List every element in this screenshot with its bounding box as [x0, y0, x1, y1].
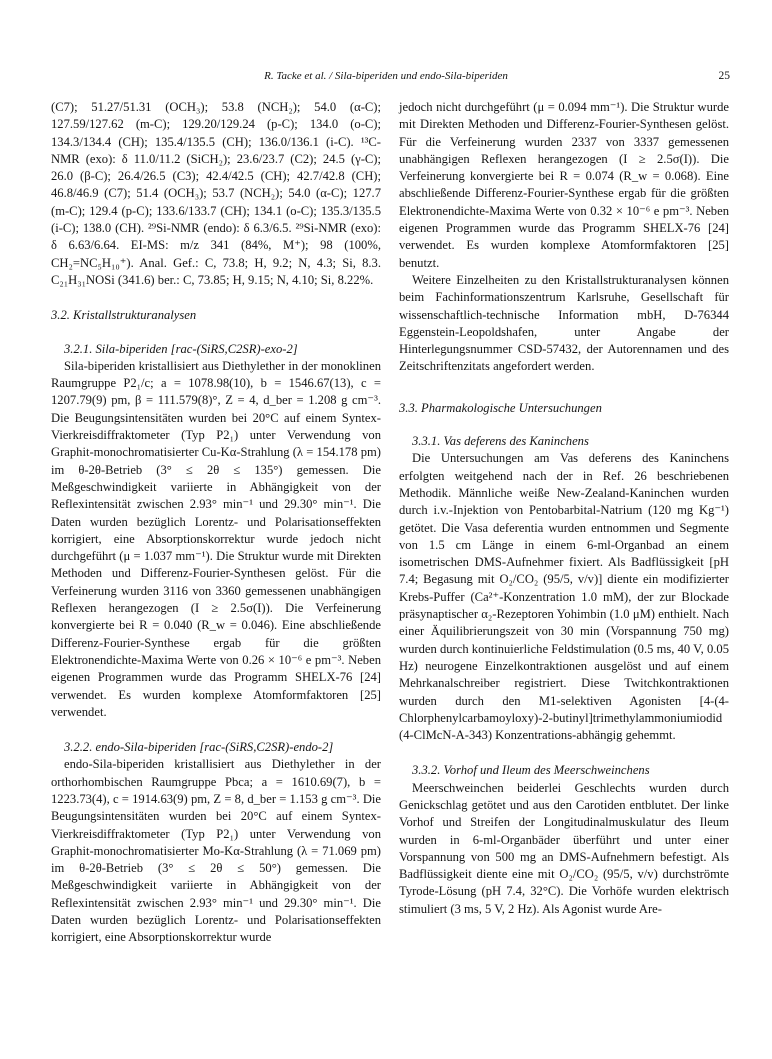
page-number: 25: [718, 70, 730, 82]
section-heading-3-2-1: 3.2.1. Sila-biperiden [rac-(SiRS,C2SR)-exo-2]: [64, 341, 298, 356]
paragraph-endo-sila-biperiden: endo-Sila-biperiden kristallisiert aus Diethylether in der orthorhombischen Raumgruppe Pbca; a = 1610.69(7), b = 1223.73(4), c = 1914.63(9) pm, Z = 8, d_ber = 1.153 g cm⁻³. Die Beugungsintensitäten wurden bei 20°C auf einem Syntex-Vierkreisdiffraktometer (Typ P2₁) unter Verwendung von Graphit-monochromatisierter Mo-Kα-Strahlung (λ = 71.069 pm) im θ-2θ-Betrieb (3° ≤ 2θ ≤ 50°) gemessen. Die Meßgeschwindigkeit variierte in Abhängigkeit von der Reflexintensität zwischen 2.93° min⁻¹ und 29.30° min⁻¹. Die Daten wurden bezüglich Lorentz- und Polarisationseffekten korrigiert, eine Absorptionskorrektur wurde: [51, 757, 381, 945]
paragraph-deposit-info: Weitere Einzelheiten zu den Kristallstrukturanalysen können beim Fachinformationszentrum Karlsruhe, Gesellschaft für wissenschaftlich-technische Information mbH, D-76344 Eggenstein-Leopoldshafen, unter Angabe der Hinterlegungsnummer CSD-57432, der Autorennamen und des Zeitschriftenzitats angefordert werden.: [399, 272, 729, 374]
section-heading-3-3-2: 3.3.2. Vorhof und Ileum des Meerschweinchens: [412, 763, 650, 778]
nmr-data-paragraph: (C7); 51.27/51.31 (OCH₃); 53.8 (NCH₂); 54.0 (α-C); 127.59/127.62 (m-C); 129.20/129.24 (p-C); 134.0 (o-C); 134.3/134.4 (CH); 135.4/135.5 (CH); 136.0/136.1 (i-C). ¹³C-NMR (exo): δ 11.0/11.2 (SiCH₂); 23.6/23.7 (C2); 24.5 (γ-C); 26.0 (β-C); 26.4/26.5 (C3); 42.4/42.5 (CH); 42.7/42.8 (CH); 46.8/46.9 (C7); 51.4 (OCH₃); 53.7 (NCH₂); 54.0 (α-C); 127.7 (m-C); 129.4 (p-C); 133.6/133.7 (CH); 134.1 (o-C); 135.3/135.5 (i-C); 138.0 (CH). ²⁹Si-NMR (endo): δ 6.3/6.5. ²⁹Si-NMR (exo): δ 6.63/6.64. EI-MS: m/z 341 (84%, M⁺); 98 (100%, CH₂=NC₅H₁₀⁺). Anal. Gef.: C, 73.8; H, 9.2; N, 4.3; Si, 8.3. C₂₁H₃₁NOSi (341.6) ber.: C, 73.85; H, 9.15; N, 4.10; Si, 8.22%.: [51, 100, 381, 287]
section-heading-3-3-1: 3.3.1. Vas deferens des Kaninchens: [412, 434, 589, 449]
right-column: [399, 99, 729, 918]
left-column: [51, 99, 381, 947]
paragraph-sila-biperiden: Sila-biperiden kristallisiert aus Diethylether in der monoklinen Raumgruppe P2₁/c; a = 1078.98(10), b = 1546.67(13), c = 1207.79(9) pm, β = 111.579(8)°, Z = 4, d_ber = 1.208 g cm⁻³. Die Beugungsintensitäten wurden bei 20°C auf einem Syntex-Vierkreisdiffraktometer (Typ P2₁) unter Verwendung von Graphit-monochromatisierter Cu-Kα-Strahlung (λ = 154.178 pm) im θ-2θ-Betrieb (3° ≤ 2θ ≤ 135°) gemessen. Die Meßgeschwindigkeit variierte in Abhängigkeit von der Reflexintensität zwischen 2.93° min⁻¹ und 29.30° min⁻¹. Die Daten wurden bezüglich Lorentz- und Polarisationseffekten korrigiert, eine Absorptionskorrektur wurde jedoch nicht durchgeführt (μ = 1.037 mm⁻¹). Die Struktur wurde mit Direkten Methoden und Differenz-Fourier-Synthesen gelöst. Für die Verfeinerung wurden 3116 von 3360 gemessenen unabhängigen Reflexen herangezogen (I ≥ 2.5σ(I)). Die Verfeinerung konvergierte bei R = 0.040 (R_w = 0.046). Eine abschließende Differenz-Fourier-Synthese ergab für die größten Elektronendichte-Maxima Werte von 0.26 × 10⁻⁶ e pm⁻³. Neben eigenen Programmen wurde das Programm SHELX-76 [24] verwendet. Es wurden komplexe Atomformfaktoren [25] verwendet.: [51, 358, 381, 719]
paragraph-continuation: jedoch nicht durchgeführt (μ = 0.094 mm⁻¹). Die Struktur wurde mit Direkten Methoden und Differenz-Fourier-Synthesen gelöst. Für die Verfeinerung wurden 2337 von 3337 gemessenen unabhängigen Reflexen herangezogen (I ≥ 2.5σ(I)). Die Verfeinerung konvergierte bei R = 0.074 (R_w = 0.068). Eine abschließende Differenz-Fourier-Synthese ergab für die größten Elektronendichte-Maxima Werte von 0.32 × 10⁻⁶ e pm⁻³. Neben eigenen Programmen wurde das Programm SHELX-76 [24] verwendet. Es wurden komplexe Atomformfaktoren [25] benutzt.: [399, 100, 729, 270]
section-heading-3-2-2: 3.2.2. endo-Sila-biperiden [rac-(SiRS,C2SR)-endo-2]: [64, 740, 334, 755]
running-head: R. Tacke et al. / Sila-biperiden und endo-Sila-biperiden: [264, 70, 508, 82]
paragraph-vorhof-ileum: Meerschweinchen beiderlei Geschlechts wurden durch Genickschlag getötet und aus den Carotiden entblutet. Der linke Vorhof und Streifen der Longitudinalmuskulatur des Ileum wurden in 6-ml-Organbäder überführt und unter einer Vorspannung von 500 mg an DMS-Aufnehmern befestigt. Als Badflüssigkeit diente eine mit O₂/CO₂ (95/5, v/v) durchströmte Tyrode-Lösung (pH 7.4, 32°C). Die Vorhöfe wurden elektrisch stimuliert (3 ms, 5 V, 2 Hz). Als Agonist wurde Are-: [399, 780, 729, 916]
paragraph-vas-deferens: Die Untersuchungen am Vas deferens des Kaninchens erfolgten weitgehend nach der in Ref. 26 beschriebenen Methodik. Männliche weiße New-Zealand-Kaninchen wurden durch i.v.-Injektion von Pentobarbital-Natrium (120 mg Kg⁻¹) getötet. Die Vasa deferentia wurden entnommen und Segmente von 1.5 cm Länge in einem 6-ml-Organbad an einem isometrischen DMS-Aufnehmer fixiert. Als Badflüssigkeit [pH 7.4; Begasung mit O₂/CO₂ (95/5, v/v)] diente ein modifizierter Krebs-Puffer (Ca²⁺-Konzentration 1.0 mM), der zur Blockade präsynaptischer α₂-Rezeptoren Yohimbin (1.0 μM) enthielt. Nach einer Äquilibrierungszeit von 30 min (Vorspannung 750 mg) wurden durch kontinuierliche Feldstimulation (0.5 ms, 40 V, 0.05 Hz) neurogene Einzelkontraktionen ausgelöst und auf einem Mehrkanalschreiber registriert. Diese Twitchkontraktionen wurden durch den M1-selektiven Agonisten [4-(4-Chlorphenylcarbamoyloxy)-2-butinyl]trimethylammoniumiodid (4-ClMcN-A-343) Konzentrations-abhängig gehemmt.: [399, 451, 729, 743]
section-heading-3-2: 3.2. Kristallstrukturanalysen: [51, 308, 197, 323]
section-heading-3-3: 3.3. Pharmakologische Untersuchungen: [399, 400, 602, 415]
